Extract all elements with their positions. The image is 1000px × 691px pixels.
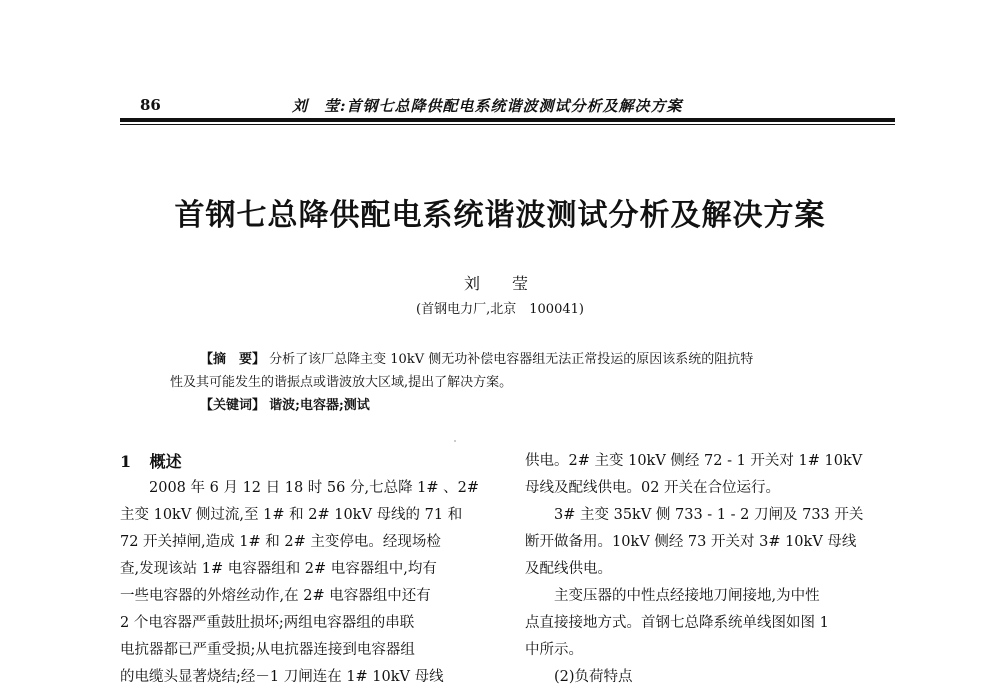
running-head: 刘 莹:首钢七总降供配电系统谐波测试分析及解决方案 (292, 97, 683, 115)
keywords-line (170, 394, 850, 417)
left-column (120, 448, 492, 691)
body-line: 2 个电容器严重鼓肚损坏;两组电容器组的串联 (120, 615, 415, 631)
body-line: 中所示。 (525, 642, 583, 658)
keywords-text: 谐波;电容器;测试 (269, 398, 370, 413)
section-title: 概述 (149, 452, 182, 471)
body-line: 主变 10kV 侧过流,至 1# 和 2# 10kV 母线的 71 和 (120, 507, 463, 523)
body-line: 断开做备用。10kV 侧经 73 开关对 3# 10kV 母线 (525, 534, 857, 550)
body-line: 电抗器都已严重受损;从电抗器连接到电容器组 (120, 642, 415, 658)
body-line: 3# 主变 35kV 侧 733 - 1 - 2 刀闸及 733 开关 (554, 507, 864, 523)
abstract-line-2: 性及其可能发生的谐振点或谐波放大区域,提出了解决方案。 (170, 375, 513, 390)
keywords-label: 【关键词】 (200, 398, 266, 413)
section-number: 1 (120, 452, 132, 471)
header-rule-thick (120, 118, 895, 122)
author-name: 刘 莹 (463, 274, 536, 293)
abstract-label: 【摘 要】 (200, 352, 266, 367)
section-heading (120, 448, 492, 475)
right-column (525, 448, 897, 691)
body-line: 及配线供电。 (525, 561, 612, 577)
abstract-block (170, 348, 850, 417)
body-line: 点直接接地方式。首钢七总降系统单线图如图 1 (525, 615, 829, 631)
body-line: 母线及配线供电。02 开关在合位运行。 (525, 480, 781, 496)
body-line: 72 开关掉闸,造成 1# 和 2# 主变停电。经现场检 (120, 534, 441, 550)
body-line: 的电缆头显著烧结;经－1 刀闸连在 1# 10kV 母线 (120, 669, 444, 685)
scan-dot (454, 440, 456, 442)
header-rule-thin (120, 124, 895, 125)
abstract-text-1: 分析了该厂总降主变 10kV 侧无功补偿电容器组无法正常投运的原因该系统的阻抗特 (269, 352, 754, 367)
subheading: (2)负荷特点 (554, 669, 633, 685)
abstract-line-1 (170, 348, 850, 371)
body-line: 一些电容器的外熔丝动作,在 2# 电容器组中还有 (120, 588, 431, 604)
paper-title: 首钢七总降供配电系统谐波测试分析及解决方案 (174, 198, 826, 233)
body-line: 2008 年 6 月 12 日 18 时 56 分,七总降 1# 、2# (149, 480, 480, 496)
affiliation: (首钢电力厂,北京 100041) (416, 302, 584, 317)
body-line: 主变压器的中性点经接地刀闸接地,为中性 (554, 588, 820, 604)
body-line: 供电。2# 主变 10kV 侧经 72 - 1 开关对 1# 10kV (525, 453, 863, 469)
body-line: 查,发现该站 1# 电容器组和 2# 电容器组中,均有 (120, 561, 437, 577)
page-number: 86 (140, 96, 161, 114)
